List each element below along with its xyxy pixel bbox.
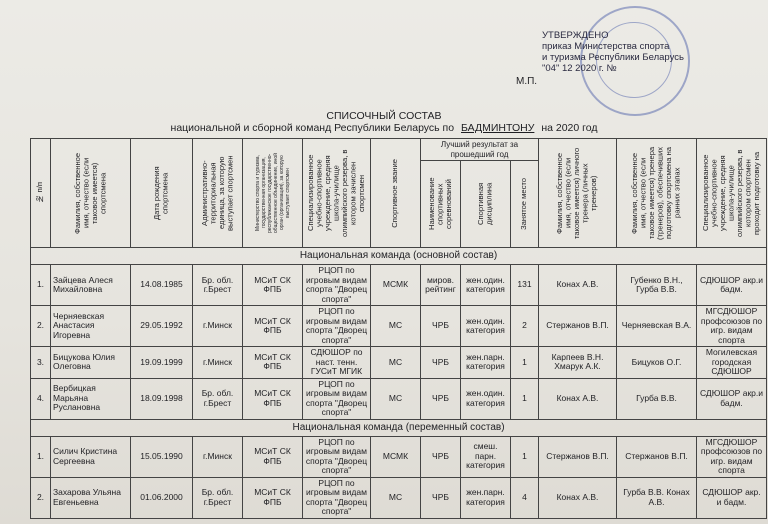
cell-coach: Конах А.В. (539, 265, 617, 306)
cell-n: 1. (31, 265, 51, 306)
cell-dob: 14.08.1985 (131, 265, 193, 306)
section-main-row (31, 248, 767, 265)
col-dob (131, 139, 193, 248)
title-line-1: СПИСОЧНЫЙ СОСТАВ (326, 110, 442, 122)
cell-base: СДЮШОР акр.и бадм. (697, 378, 767, 419)
approve-line-4: "04" 12 2020 г. № (542, 63, 617, 74)
cell-rank: МС (371, 378, 421, 419)
cell-place: 1 (511, 436, 539, 477)
col-name (51, 139, 131, 248)
section-variable-row (31, 419, 767, 436)
cell-base: МГСДЮШОР профсоюзов по игр. видам спорта (697, 306, 767, 347)
cell-dob: 01.06.2000 (131, 477, 193, 518)
title-line-2 (0, 122, 768, 134)
col-dob-label: Дата рождения спортсмена (152, 166, 170, 220)
cell-disc: жен.один. категория (461, 265, 511, 306)
cell-region: Бр. обл. г.Брест (193, 378, 243, 419)
cell-coaches: Стержанов В.П. (617, 436, 697, 477)
cell-dob: 18.09.1998 (131, 378, 193, 419)
cell-coach: Карпеев В.Н. Хмарук А.К. (539, 347, 617, 379)
col-region (193, 139, 243, 248)
table-row (31, 265, 767, 306)
cell-comp: миров. рейтинг (421, 265, 461, 306)
cell-coach: Конах А.В. (539, 378, 617, 419)
cell-place: 1 (511, 347, 539, 379)
title-prefix: национальной и сборной команд Республики Беларусь по (170, 122, 455, 134)
roster-table (30, 138, 767, 519)
approve-line-1: УТВЕРЖДЕНО (542, 30, 609, 41)
cell-org: МСиТ СК ФПБ (243, 378, 303, 419)
table-row (31, 347, 767, 379)
col-disc (461, 161, 511, 248)
cell-rank: МСМК (371, 436, 421, 477)
cell-name: Вербицкая Марьяна Руслановна (51, 378, 131, 419)
cell-org: МСиТ СК ФПБ (243, 347, 303, 379)
cell-n: 2. (31, 306, 51, 347)
cell-base: Могилевская городская СДЮШОР (697, 347, 767, 379)
cell-coaches: Черняевская В.А. (617, 306, 697, 347)
cell-region: г.Минск (193, 347, 243, 379)
cell-region: Бр. обл. г.Брест (193, 477, 243, 518)
cell-comp: ЧРБ (421, 306, 461, 347)
cell-org: МСиТ СК ФПБ (243, 306, 303, 347)
col-best: Лучший результат за прошедший год (421, 139, 539, 161)
table-row (31, 436, 767, 477)
cell-org: МСиТ СК ФПБ (243, 477, 303, 518)
table-row (31, 477, 767, 518)
col-comp (421, 161, 461, 248)
col-base-label: Специализированное учебно-спортивное учреждение, средняя школа-училище олимпийского резерва, в котором спортсмен проходит подготовку на (700, 149, 761, 237)
cell-name: Захарова Ульяна Евгеньевна (51, 477, 131, 518)
col-coaches (617, 139, 697, 248)
table-row (31, 378, 767, 419)
col-disc-label: Спортивная дисциплина (476, 182, 494, 226)
approve-line-3: и туризма Республики Беларусь (542, 52, 684, 63)
cell-n: 3. (31, 347, 51, 379)
cell-base: МГСДЮШОР профсоюзов по игр. видам спорта (697, 436, 767, 477)
cell-name: Черняевская Анастасия Игоревна (51, 306, 131, 347)
cell-comp: ЧРБ (421, 436, 461, 477)
variable-roster-body (31, 436, 767, 518)
table-row (31, 306, 767, 347)
cell-place: 1 (511, 378, 539, 419)
cell-school: РЦОП по игровым видам спорта "Дворец спорта" (303, 477, 371, 518)
cell-rank: МС (371, 347, 421, 379)
seal-place-label: М.П. (516, 76, 538, 87)
document-title (0, 110, 768, 134)
cell-comp: ЧРБ (421, 347, 461, 379)
cell-coaches: Гурба В.В. Конах А.В. (617, 477, 697, 518)
col-coaches-label: Фамилия, собственное имя, отчество (если таковое имеется) тренера (тренеров), обеспечивших подготовку спортсмена на ранних этапах (630, 146, 682, 240)
cell-coach: Конах А.В. (539, 477, 617, 518)
cell-base: СДЮШОР акр.и бадм. (697, 265, 767, 306)
col-org-label: Министерство спорта и туризма, государственная организация, республиканское государственно-общественное объединение, иной орган (организация), за которую выступает спортсмен (254, 153, 291, 233)
col-num (31, 139, 51, 248)
section-variable-title: Национальная команда (переменный состав) (31, 419, 767, 436)
cell-n: 4. (31, 378, 51, 419)
cell-rank: МС (371, 477, 421, 518)
title-suffix: на 2020 год (541, 122, 598, 134)
cell-n: 2. (31, 477, 51, 518)
cell-school: РЦОП по игровым видам спорта "Дворец спорта" (303, 436, 371, 477)
cell-comp: ЧРБ (421, 477, 461, 518)
cell-rank: МСМК (371, 265, 421, 306)
header-row (31, 139, 767, 161)
cell-comp: ЧРБ (421, 378, 461, 419)
cell-dob: 15.05.1990 (131, 436, 193, 477)
cell-coach: Стержанов В.П. (539, 306, 617, 347)
cell-disc: жен.парн. категория (461, 477, 511, 518)
cell-coaches: Гурба В.В. (617, 378, 697, 419)
col-org (243, 139, 303, 248)
cell-school: СДЮШОР по наст. тенн. ГУСиТ МГИК (303, 347, 371, 379)
cell-school: РЦОП по игровым видам спорта "Дворец спорта" (303, 378, 371, 419)
col-base (697, 139, 767, 248)
main-roster-body (31, 265, 767, 420)
col-coach (539, 139, 617, 248)
cell-region: Бр. обл. г.Брест (193, 265, 243, 306)
col-name-label: Фамилия, собственное имя, отчество (если таковое имеется) спортсмена (72, 152, 107, 234)
cell-disc: жен.парн. категория (461, 347, 511, 379)
cell-school: РЦОП по игровым видам спорта "Дворец спорта" (303, 265, 371, 306)
cell-rank: МС (371, 306, 421, 347)
col-num-label: № п/п (35, 182, 45, 204)
cell-dob: 19.09.1999 (131, 347, 193, 379)
cell-name: Зайцева Алеся Михайловна (51, 265, 131, 306)
col-coach-label: Фамилия, собственное имя, отчество (если таковое имеется) личного тренера (личных тренеров) (555, 147, 599, 239)
cell-name: Силич Кристина Сергеевна (51, 436, 131, 477)
col-rank (371, 139, 421, 248)
cell-region: г.Минск (193, 306, 243, 347)
cell-disc: жен.один. категория (461, 378, 511, 419)
cell-coach: Стержанов В.П. (539, 436, 617, 477)
cell-region: г.Минск (193, 436, 243, 477)
cell-dob: 29.05.1992 (131, 306, 193, 347)
col-rank-label: Спортивное звание (390, 158, 400, 228)
cell-org: МСиТ СК ФПБ (243, 265, 303, 306)
cell-disc: смеш. парн. категория (461, 436, 511, 477)
approve-line-2: приказ Министерства спорта (542, 41, 670, 52)
col-school-label: Специализированное учебно-спортивное учреждение, средняя школа-училище олимпийского резерва, в котором зачислен спортсмен (305, 149, 366, 237)
col-region-label: Административно-территориальная единица, за которую выступает спортсмен (199, 155, 234, 231)
cell-org: МСиТ СК ФПБ (243, 436, 303, 477)
cell-name: Бицукова Юлия Олеговна (51, 347, 131, 379)
cell-place: 131 (511, 265, 539, 306)
approval-block (542, 30, 684, 74)
cell-coaches: Бицуков О.Г. (617, 347, 697, 379)
cell-n: 1. (31, 436, 51, 477)
cell-place: 2 (511, 306, 539, 347)
col-comp-label: Наименование спортивных соревнований (426, 177, 453, 231)
col-school (303, 139, 371, 248)
col-place-label: Занятое место (519, 178, 529, 230)
cell-place: 4 (511, 477, 539, 518)
cell-disc: жен.один. категория (461, 306, 511, 347)
sport-name: БАДМИНТОНУ (461, 122, 535, 134)
cell-school: РЦОП по игровым видам спорта "Дворец спорта" (303, 306, 371, 347)
cell-coaches: Губенко В.Н., Гурба В.В. (617, 265, 697, 306)
col-place (511, 161, 539, 248)
section-main-title: Национальная команда (основной состав) (31, 248, 767, 265)
cell-base: СДЮШОР акр. и бадм. (697, 477, 767, 518)
